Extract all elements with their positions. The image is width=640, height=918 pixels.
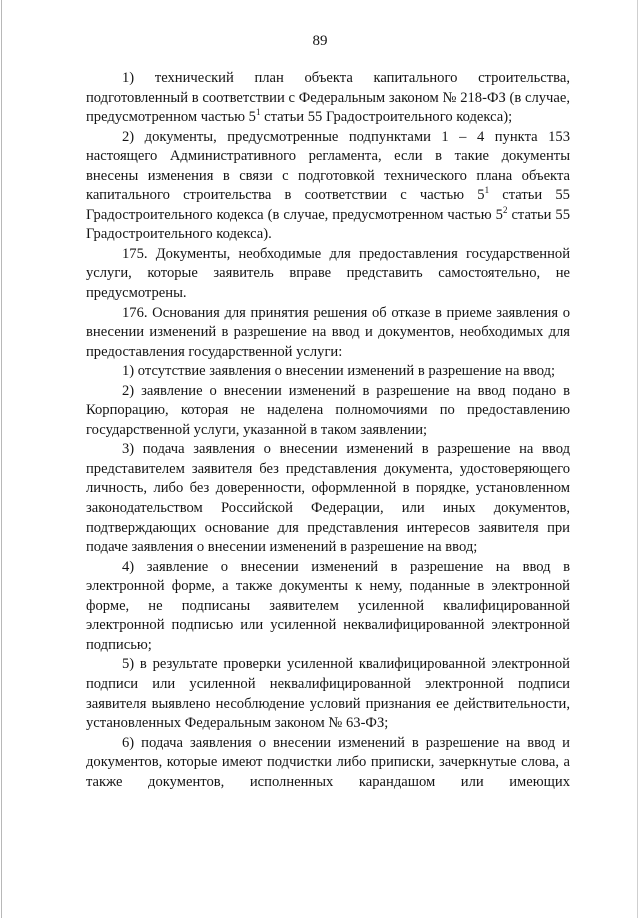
paragraph-text: 1) отсутствие заявления о внесении изменений в разрешение на ввод;: [122, 363, 556, 380]
page-number: 89: [312, 33, 328, 49]
paragraph-text: 3) подача заявления о внесении изменений в разрешение на ввод представителем заявителя без представления документа, удостоверяющего личность, либо без доверенности, оформленной в порядке, установленном законодательством Российской Федерации, или иных документов, подтверждающих основание для представления интересов заявителя при подаче заявления о внесении изменений в разрешение на ввод;: [86, 441, 570, 556]
paragraph: [86, 440, 570, 557]
paragraph: [86, 69, 570, 128]
paragraph: [86, 558, 570, 656]
paragraph-text: 176. Основания для принятия решения об отказе в приеме заявления о внесении изменений в разрешение на ввод и документов, необходимых для предоставления государственной услуги:: [86, 304, 570, 360]
paragraph: [86, 128, 570, 245]
paragraph: [86, 734, 570, 793]
page-right-edge: [637, 0, 638, 918]
paragraph-text: статьи 55 Градостроительного кодекса).: [86, 206, 570, 243]
paragraph-text: статьи 55 Градостроительного кодекса);: [260, 109, 513, 126]
document-body: [86, 69, 570, 792]
paragraph: [86, 245, 570, 304]
paragraph: [86, 304, 570, 363]
paragraph-text: 2) заявление о внесении изменений в разрешение на ввод подано в Корпорацию, которая не наделена полномочиями по предоставлению государственной услуги, указанной в таком заявлении;: [86, 382, 570, 438]
paragraph: [86, 382, 570, 441]
page-left-edge: [1, 0, 2, 918]
paragraph-text: 2) документы, предусмотренные подпунктами 1 – 4 пункта 153 настоящего Административного регламента, если в такие документы внесены изменения в связи с подготовкой технического плана объекта капитального строительства в соответствии с частью 5: [86, 128, 570, 204]
paragraph-text: 5) в результате проверки усиленной квалифицированной электронной подписи или усиленной неквалифицированной электронной подписи заявителя выявлено несоблюдение условий признания ее действительности, установленных Федеральным законом № 63-ФЗ;: [86, 656, 570, 732]
paragraph-text: статьи 55 Градостроительного кодекса (в случае, предусмотренном частью 5: [86, 187, 570, 223]
paragraph-text: 6) подача заявления о внесении изменений в разрешение на ввод и документов, которые имеют подчистки либо приписки, зачеркнутые слова, а также документов, исполненных карандашом или имеющих: [86, 734, 570, 790]
superscript: 1: [484, 185, 490, 196]
superscript: 1: [255, 107, 261, 118]
paragraph-text: 4) заявление о внесении изменений в разрешение на ввод в электронной форме, а также документы к нему, поданные в электронной форме, не подписаны заявителем усиленной квалифицированной электронной подписью или усиленной неквалифицированной электронной подписью;: [86, 558, 570, 653]
superscript: 2: [502, 204, 508, 215]
paragraph: [86, 362, 570, 382]
paragraph-text: 1) технический план объекта капитального строительства, подготовленный в соответствии с Федеральным законом № 218-ФЗ (в случае, предусмотренном частью 5: [86, 70, 570, 126]
paragraph-text: 175. Документы, необходимые для предоставления государственной услуги, которые заявитель вправе представить самостоятельно, не предусмотрены.: [86, 245, 570, 302]
paragraph: [86, 655, 570, 733]
